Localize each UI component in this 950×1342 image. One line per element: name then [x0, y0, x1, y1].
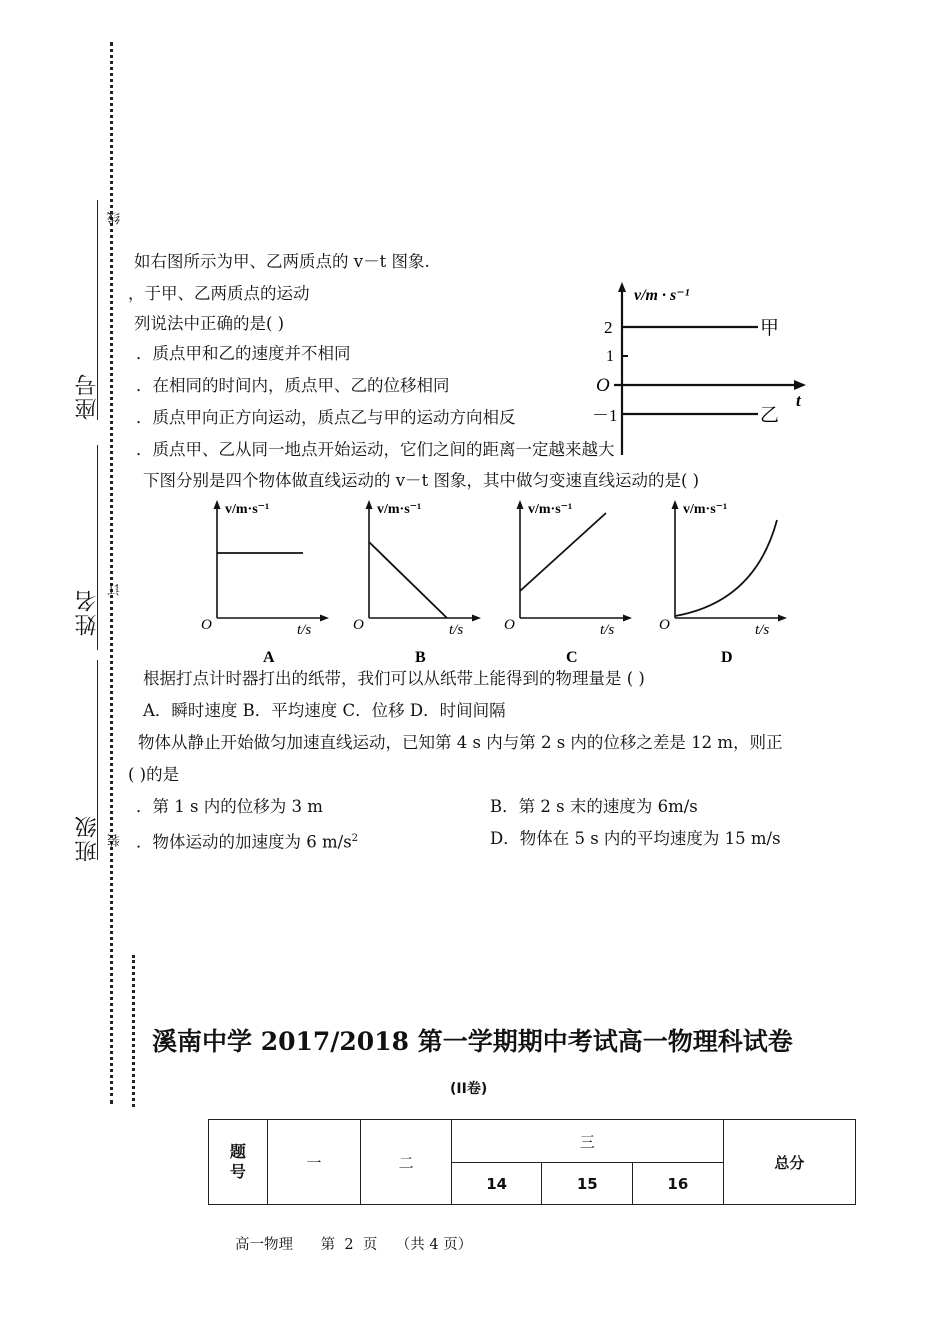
vt-graph-tick-1: 1: [606, 348, 614, 365]
graph-d-y-arrow: [672, 500, 679, 509]
score-table-sub-14: 14: [451, 1163, 542, 1205]
graph-a-x-label: t/s: [297, 622, 312, 638]
binding-mark-xian: 线: [108, 212, 123, 225]
q-accel-option-d: D．物体在 5 s 内的平均速度为 15 m/s: [490, 829, 781, 848]
name-label: 姓名: [75, 588, 100, 636]
class-label: 班级: [75, 814, 100, 862]
graph-c-y-arrow: [517, 500, 524, 509]
vt-graph-x-label: t: [796, 391, 801, 410]
vt-graph-tick-2: 2: [604, 318, 613, 337]
q-accel-stem2: 的是( ): [128, 765, 180, 784]
graph-a-label: A: [263, 649, 275, 666]
score-table-sub-16: 16: [633, 1163, 724, 1205]
score-table: [208, 1119, 856, 1205]
score-table-col1: 一: [267, 1120, 361, 1205]
score-table-col2: 二: [361, 1120, 452, 1205]
q-accel-option-b: B．第 2 s 末的速度为 6m/s: [490, 797, 698, 816]
q-accel-stem: 物体从静止开始做匀加速直线运动，已知第 4 s 内与第 2 s 内的位移之差是 12 m，则正: [138, 733, 783, 752]
vt-graph-origin: O: [596, 375, 610, 396]
footer-subject: 高一物理: [235, 1237, 293, 1253]
vt-graph-y-label: v/m · s⁻¹: [634, 287, 690, 304]
graph-c-x-label: t/s: [600, 622, 615, 638]
footer-total: （共 4 页）: [395, 1237, 473, 1253]
q-vt-option-c: ．质点甲向正方向运动，质点乙与甲的运动方向相反: [136, 408, 516, 427]
binding-mark-ding: 订: [108, 583, 123, 596]
q-tape-stem: 根据打点计时器打出的纸带，我们可以从纸带上能得到的物理量是 ( ): [143, 669, 645, 688]
binding-mark-zhuang: 装: [108, 834, 123, 847]
q-accel-option-a: ．第 1 s 内的位移为 3 m: [136, 797, 323, 816]
graph-d-origin: O: [659, 617, 670, 633]
vt-graph-series-yi: 乙: [760, 405, 780, 426]
score-table-total: 总分: [723, 1120, 855, 1205]
graph-b-x-arrow: [472, 615, 481, 622]
q-vt-line3: 列说法中正确的是( ): [134, 314, 285, 333]
page-footer: [235, 1233, 472, 1254]
vt-graph-tick-neg1: －1: [592, 406, 618, 425]
graph-c-x-arrow: [623, 615, 632, 622]
q-vt-option-d: ．质点甲、乙从同一地点开始运动，它们之间的距离一定越来越大: [136, 440, 615, 459]
graph-d-label: D: [721, 649, 733, 666]
graph-b-y-label: v/m·s⁻¹: [377, 502, 422, 517]
vt-graph-series-jia: 甲: [760, 318, 780, 339]
q-vt-option-b: ．在相同的时间内，质点甲、乙的位移相同: [136, 376, 450, 395]
q-tape-options: A．瞬时速度 B．平均速度 C．位移 D．时间间隔: [143, 701, 506, 720]
graph-d-x-label: t/s: [755, 622, 770, 638]
q-accel-option-c: [136, 829, 358, 853]
graph-a-y-arrow: [214, 500, 221, 509]
q-four-stem: 下图分别是四个物体做直线运动的 v－t 图象，其中做匀变速直线运动的是( ): [143, 471, 700, 490]
graph-d-y-label: v/m·s⁻¹: [683, 502, 728, 517]
graph-d-x-arrow: [778, 615, 787, 622]
graph-b-label: B: [415, 649, 426, 666]
score-table-col3: 三: [451, 1120, 723, 1163]
q-vt-intro: 如右图所示为甲、乙两质点的 v－t 图象.: [134, 252, 430, 271]
footer-page: 第 2 页: [320, 1237, 378, 1253]
vt-graph-y-arrow: [618, 282, 626, 292]
binding-dotted-line-upper: [110, 42, 113, 1104]
exam-title: 溪南中学 2017/2018 第一学期期中考试高一物理科试卷: [152, 1027, 793, 1056]
graph-a-origin: O: [201, 617, 212, 633]
graph-d-line: [675, 520, 777, 616]
graph-c-line: [520, 513, 606, 591]
q-vt-line2: 于甲、乙两质点的运动，: [128, 284, 310, 303]
binding-dotted-line-lower: [132, 955, 135, 1107]
four-graphs: [195, 495, 815, 670]
vt-graph-jia-yi: [590, 280, 820, 460]
graph-b-origin: O: [353, 617, 364, 633]
graph-b-x-label: t/s: [449, 622, 464, 638]
graph-a-y-label: v/m·s⁻¹: [225, 502, 270, 517]
exam-subtitle: (II卷): [450, 1081, 488, 1097]
q-accel-option-c-sup: 2: [351, 833, 359, 844]
graph-b-line: [369, 542, 447, 618]
seat-label: 座号: [75, 372, 100, 420]
q-accel-option-c-text: ．物体运动的加速度为 6 m/s: [136, 832, 352, 852]
score-table-q-label-text: 题号: [229, 1142, 246, 1181]
vt-graph-x-arrow: [794, 380, 806, 390]
graph-b-y-arrow: [366, 500, 373, 509]
graph-c-label: C: [566, 649, 578, 666]
graph-a-x-arrow: [320, 615, 329, 622]
score-table-sub-15: 15: [542, 1163, 633, 1205]
score-table-q-label: [209, 1120, 268, 1205]
q-vt-option-a: ．质点甲和乙的速度并不相同: [136, 344, 351, 363]
four-graphs-svg: [195, 495, 815, 670]
graph-c-origin: O: [504, 617, 515, 633]
graph-c-y-label: v/m·s⁻¹: [528, 502, 573, 517]
